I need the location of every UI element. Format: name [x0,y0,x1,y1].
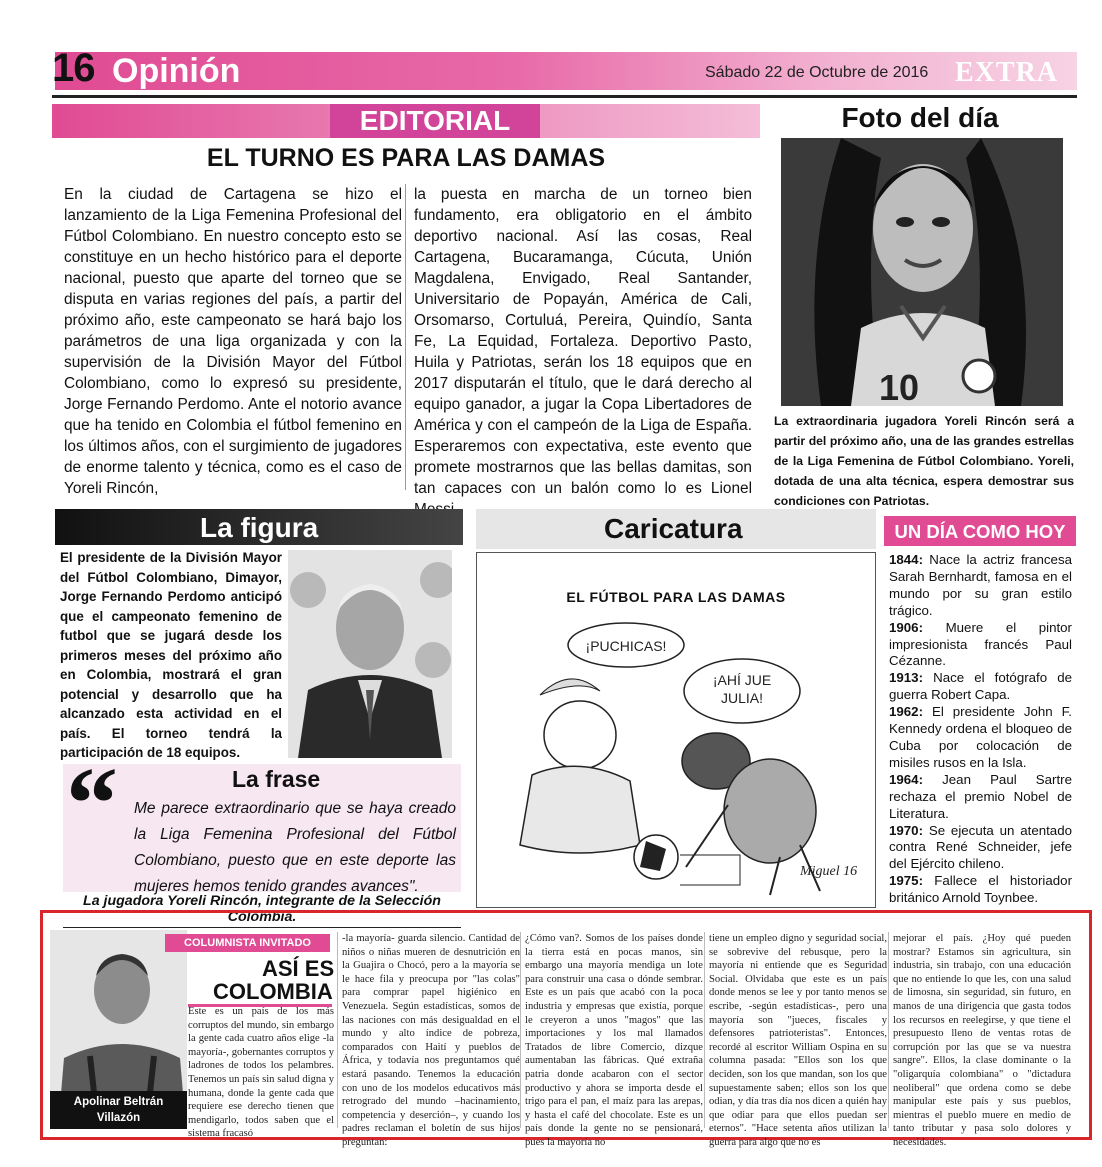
on-this-day-list [889,552,1072,907]
page-number: 16 [52,46,95,90]
guest-column-text-1: -la mayoría- guarda silencio. Cantidad de niños o niñas mueren de desnutrición en la Guajira o Chocó, pero a la mayoría se le hace fila y preocupa por "las colas" para comprar papel higiénico en Venezuela. Según estadísticas, somos de las naciones con más desigualdad en el mundo y alto índice de pobreza, comparados con Haití y pueblos de África, y todavía nos preguntamos qué estará pasando. Tenemos la educación con uno de los modelos educativos más retrogrado del mundo –hacinamiento, competencia y deserción–, y cuando los padres reclaman el boletín de sus hijos preguntan: [342,933,520,1148]
player-photo-illustration [781,138,1063,406]
on-this-day-entry: 1906: Muere el pintor impresionista francés Paul Cézanne. [889,619,1072,669]
guest-column-title-line2: COLOMBIA [213,979,333,1004]
editorial-headline: EL TURNO ES PARA LAS DAMAS [206,144,606,172]
header-rule [52,95,1077,98]
speech-bubble-2-line1: ¡AHÍ JUE [712,672,772,688]
jersey-number: 10 [879,367,920,406]
figure-label: La figura [200,512,319,543]
editorial-label: EDITORIAL [330,104,540,138]
on-this-day-entry: 1975: Fallece el historiador británico Arnold Toynbee. [889,873,1072,906]
speech-bubble-1: ¡PUCHICAS! [585,638,667,654]
on-this-day-entry: 1962: El presidente John F. Kennedy ordena el bloqueo de Cuba por colocación de misiles rusos en la Isla. [889,704,1072,770]
column-divider [337,932,338,1128]
quote-text: Me parece extraordinario que se haya creado la Liga Femenina Profesional del Fútbol Colombiano, puesto que en este deporte las mujeres hemos tenido grandes avances". [134,800,456,895]
editorial-column-1: En la ciudad de Cartagena se hizo el lanzamiento de la Liga Femenina Profesional del Fútbol Colombiano. En nuestro concepto esto se constituye en un hecho histórico para el deporte nacional, puesto que aparte del torneo que se disputa en varias regiones del país, a partir del próximo año, este campeonato se hará bajo los parámetros de una liga organizada y con la supervisión de la División Mayor del Fútbol Colombiano, como lo expresó su presidente, Jorge Fernando Perdomo. Ante el notorio avance que ha tenido en Colombia el fútbol femenino en los últimos años, con el surgimiento de jugadores de enorme talento y técnica, como es el caso de Yoreli Rincón, [64,186,402,497]
cartoon-title: EL FÚTBOL PARA LAS DAMAS [566,589,786,605]
column-divider [520,932,521,1128]
guest-column-title-line1: ASÍ ES [262,956,335,981]
column-divider [704,932,705,1128]
quote-title: La frase [232,766,321,792]
quote-mark-icon: “ [66,746,118,861]
president-photo [288,550,452,758]
editorial-column-2: la puesta en marcha de un torneo bien fundamento, era obligatorio en el ámbito deportivo nacional. Así las cosas, Real Cartagena, Bucaramanga, Cúcuta, Unión Magdalena, Envigado, Real Santander, Universitario de Popayán, América de Cali, Orsomarso, Cortuluá, Pereira, Quindío, Santa Fe, La Equidad, Fortaleza. Deportivo Pasto, Huila y Patriotas, serán los 18 equipos que en 2017 disputarán el título, que le dará derecho al equipo ganador, a jugar la Copa Libertadores de América y con el campeón de la Liga de España. Esperaremos con expectativa, este evento que promete mostrarnos que las bellas damitas, son tan capaces con un balón como lo es Lionel [414,186,752,497]
on-this-day-label: UN DÍA COMO HOY [884,516,1076,546]
guest-column-text-4: mejorar el país. ¿Hoy qué pueden mostrar? Estamos sin agricultura, sin industria, sin trabajo, con una educación que no entiende lo que les, con una salud de limosna, sin seguridad, sin futuro, en manos de una dirigencia que gasta todos los recursos en reelegirse, y que tiene el presupuesto lleno de ventas rotas de corrupción por las que se va nuestra sangre". Ellos, la clase dominante o la "oligarquía colombiana" o "dictadura neoliberal" que ordena como se debe manipular este país y sus pueblos, mientras el pueblo muere en medio de tanto tributar y pasa solo dolores y necesidades. [893,933,1071,1148]
columnist-name: Apolinar Beltrán Villazón [50,1091,187,1129]
cartoon-label: Caricatura [604,513,743,544]
newspaper-logo: EXTRA [955,57,1059,88]
guest-column-text-2: ¿Cómo van?. Somos de los países donde la tierra está en pocas manos, sin embargo una mayoría mendiga un lote para construir una casa o dónde sembrar. Este es un país que acabó con la poca industria y empresas que existía, porque le creyeron a unos "magos" que las importaciones y los mal llamados Tratados de libre Comercio, dizque aumentaban las fábricas. Qué extraña patria donde acabaron con el sector productivo y ahora se importa desde el trigo para el pan, el maíz para las arepas, y hasta el café del chocolate. Este es un país donde la gente no se pensionará, pues la mayoría no [525,933,703,1148]
speech-bubble-2-line2: JULIA! [720,690,764,706]
editorial-label-bar [52,104,760,138]
cartoon-drawing [480,605,872,905]
column-divider [888,932,889,1128]
on-this-day-entry: 1844: Nace la actriz francesa Sarah Bernhardt, famosa en el mundo por su gran estilo trágico. [889,552,1072,618]
photo-caption: La extraordinaria jugadora Yoreli Rincón será a partir del próximo año, una de las grandes estrellas de la Liga Femenina de Fútbol Colombiano. Yoreli, dotada de una alta técnica, espera demostrar sus condiciones con Patriotas. [774,414,1074,508]
president-photo-illustration [288,550,452,758]
figure-label-bar [55,509,463,545]
column-divider [405,184,406,490]
on-this-day-entry: 1964: Jean Paul Sartre rechaza el premio Nobel de Literatura. [889,771,1072,821]
quote-author: La jugadora Yoreli Rincón, integrante de la Selección Colombia. [63,893,461,928]
section-title: Opinión [112,52,241,90]
player-photo [781,138,1063,406]
guest-column-tag: COLUMNISTA INVITADO [165,934,330,952]
figure-text: El presidente de la División Mayor del Fútbol Colombiano, Dimayor, Jorge Fernando Perdomo anticipó que el campeonato femenino de futbol que se jugará desde los primeros meses del próximo año en Colombia, mostrará el gran potencial y desarrollo que ha alcanzado esta actividad en el país. El torneo tendrá la participación de 18 equipos. [60,550,282,760]
cartoon-signature: Miguel 16 [800,864,858,879]
photo-of-day-title: Foto del día [841,102,999,133]
cartoon-label-bar [476,509,876,549]
on-this-day-entry: 1970: Se ejecuta un atentado contra René Schneider, jefe del Ejército chileno. [889,822,1072,872]
on-this-day-entry: 1913: Nace el fotógrafo de guerra Robert Capa. [889,670,1072,703]
guest-column-intro: Este es un país de los más corruptos del mundo, sin embargo la gente cada cuatro años elige -la mayoría-, gobernantes corruptos y ladrones de todos los pelambres. Tenemos un país sin salud digna y humana, donde la gente cada que requiere ese derecho tienen que mendigarlo, todos saben que el sistema fracasó [188,1006,334,1140]
guest-column-text-3: tiene un empleo digno y seguridad social, se sobrevive del rebusque, pero la mayoría ni entiende que es Seguridad Social. Olvidaba que este es un país donde menos se lee y por tanto menos se escribe, -según estadísticas-, pero una mayoría son "jueces, fiscales y defensores patrioteristas". Entonces, recordé al escritor William Ospina en su columna pasada: "Ellos son los que deciden, son los que mandan, son los que supuestamente saben; ellos son los que odian, y día tras día nos dicen a quién hay que odiar para que ellos puedan ser eternos". "Hace setenta años utilizan la guerra para algo que no es [709,933,887,1148]
issue-date: Sábado 22 de Octubre de 2016 [705,64,929,81]
